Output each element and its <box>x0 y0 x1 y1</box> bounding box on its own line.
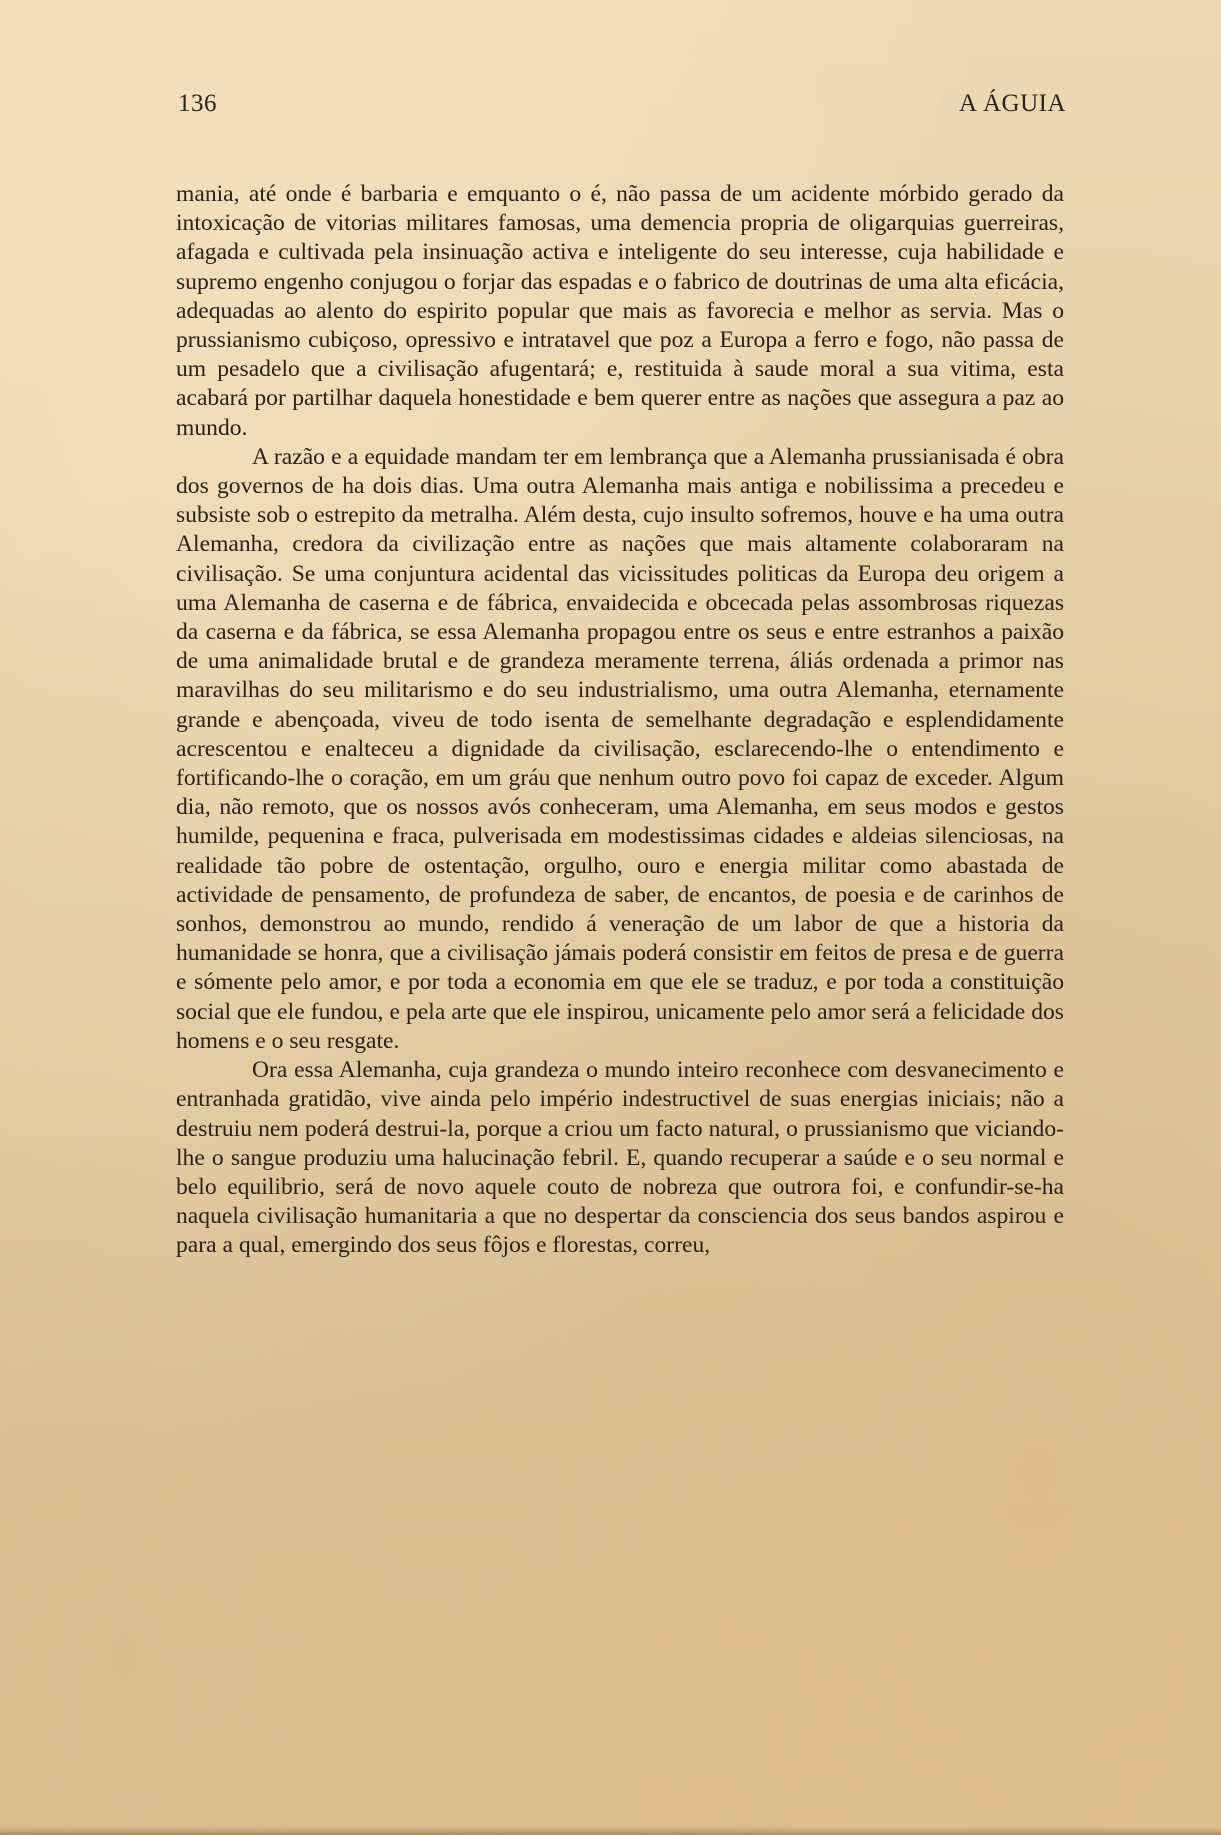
paragraph: A razão e a equidade mandam ter em lembrança que a Alemanha prussianisada é obra dos governos de ha dois dias. Uma outra Alemanha mais antiga e nobilissima a precedeu e subsiste sob o estrepito da metralha. Além desta, cujo insulto sofremos, houve e ha uma outra Alemanha, credora da civilização entre as nações que mais altamente colaboraram na civilisação. Se uma conjuntura acidental das vicissitudes politicas da Europa deu origem a uma Alemanha de caserna e de fábrica, envaidecida e obcecada pelas assombrosas riquezas da caserna e da fábrica, se essa Alemanha propagou entre os seus e entre estranhos a paixão de uma animalidade brutal e de grandeza meramente terrena, áliás ordenada a primor nas maravilhas do seu militarismo e do seu industrialismo, uma outra Alemanha, eternamente grande e abençoada, viveu de todo isenta de semelhante degradação e esplendidamente acrescentou e enalteceu a dignidade da civilisação, esclarecendo-lhe o entendimento e fortificando-lhe o coração, em um gráu que nenhum outro povo foi capaz de exceder. Algum dia, não remoto, que os nossos avós conheceram, uma Alemanha, em seus modos e gestos humilde, pequenina e fraca, pulverisada em modestissimas cidades e aldeias silenciosas, na realidade tão pobre de ostentação, orgulho, ouro e energia militar como abastada de actividade de pensamento, de profundeza de saber, de encantos, de poesia e de carinhos de sonhos, demonstrou ao mundo, rendido á veneração de um labor de que a historia da humanidade se honra, que a civilisação jámais poderá consistir em feitos de presa e de guerra e sómente pelo amor, e por toda a economia em que ele se traduz, e por toda a constituição social que ele fundou, e pela arte que ele inspirou, unicamente pelo amor será a felicidade dos homens e o seu resgate. <box>176 443 1064 1054</box>
paragraph: mania, até onde é barbaria e emquanto o é, não passa de um acidente mórbido gerado da intoxicação de vitorias militares famosas, uma demencia propria de oligarquias guerreiras, afagada e cultivada pela insinuação activa e inteligente do seu interesse, cuja habilidade e supremo engenho conjugou o forjar das espadas e o fabrico de doutrinas de uma alta eficácia, adequadas ao alento do espirito popular que mais as favorecia e melhor as servia. Mas o prussianismo cubiçoso, opressivo e intratavel que poz a Europa a ferro e fogo, não passa de um pesadelo que a civilisação afugentará; e, restituida à saude moral a sua vitima, esta acabará por partilhar daquela honestidade e bem querer entre as nações que assegura a paz ao mundo. <box>176 181 1064 441</box>
page-header <box>178 90 1066 124</box>
paragraph: Ora essa Alemanha, cuja grandeza o mundo inteiro reconhece com desvanecimento e entranhada gratidão, vive ainda pelo império indestructivel de suas energias iniciais; não a destruiu nem poderá destrui-la, porque a criou um facto natural, o prussianismo que viciando-lhe o sangue produziu uma halucinação febril. E, quando recuperar a saúde e o seu normal e belo equilibrio, será de novo aquele couto de nobreza que outrora foi, e confundir-se-ha naquela civilisação humanitaria a que no despertar da consciencia dos seus bandos aspirou e para a qual, emergindo dos seus fôjos e florestas, correu, <box>176 1057 1064 1259</box>
body-text <box>176 180 1064 1261</box>
page-number: 136 <box>178 90 217 117</box>
running-head: A ÁGUIA <box>959 90 1066 117</box>
